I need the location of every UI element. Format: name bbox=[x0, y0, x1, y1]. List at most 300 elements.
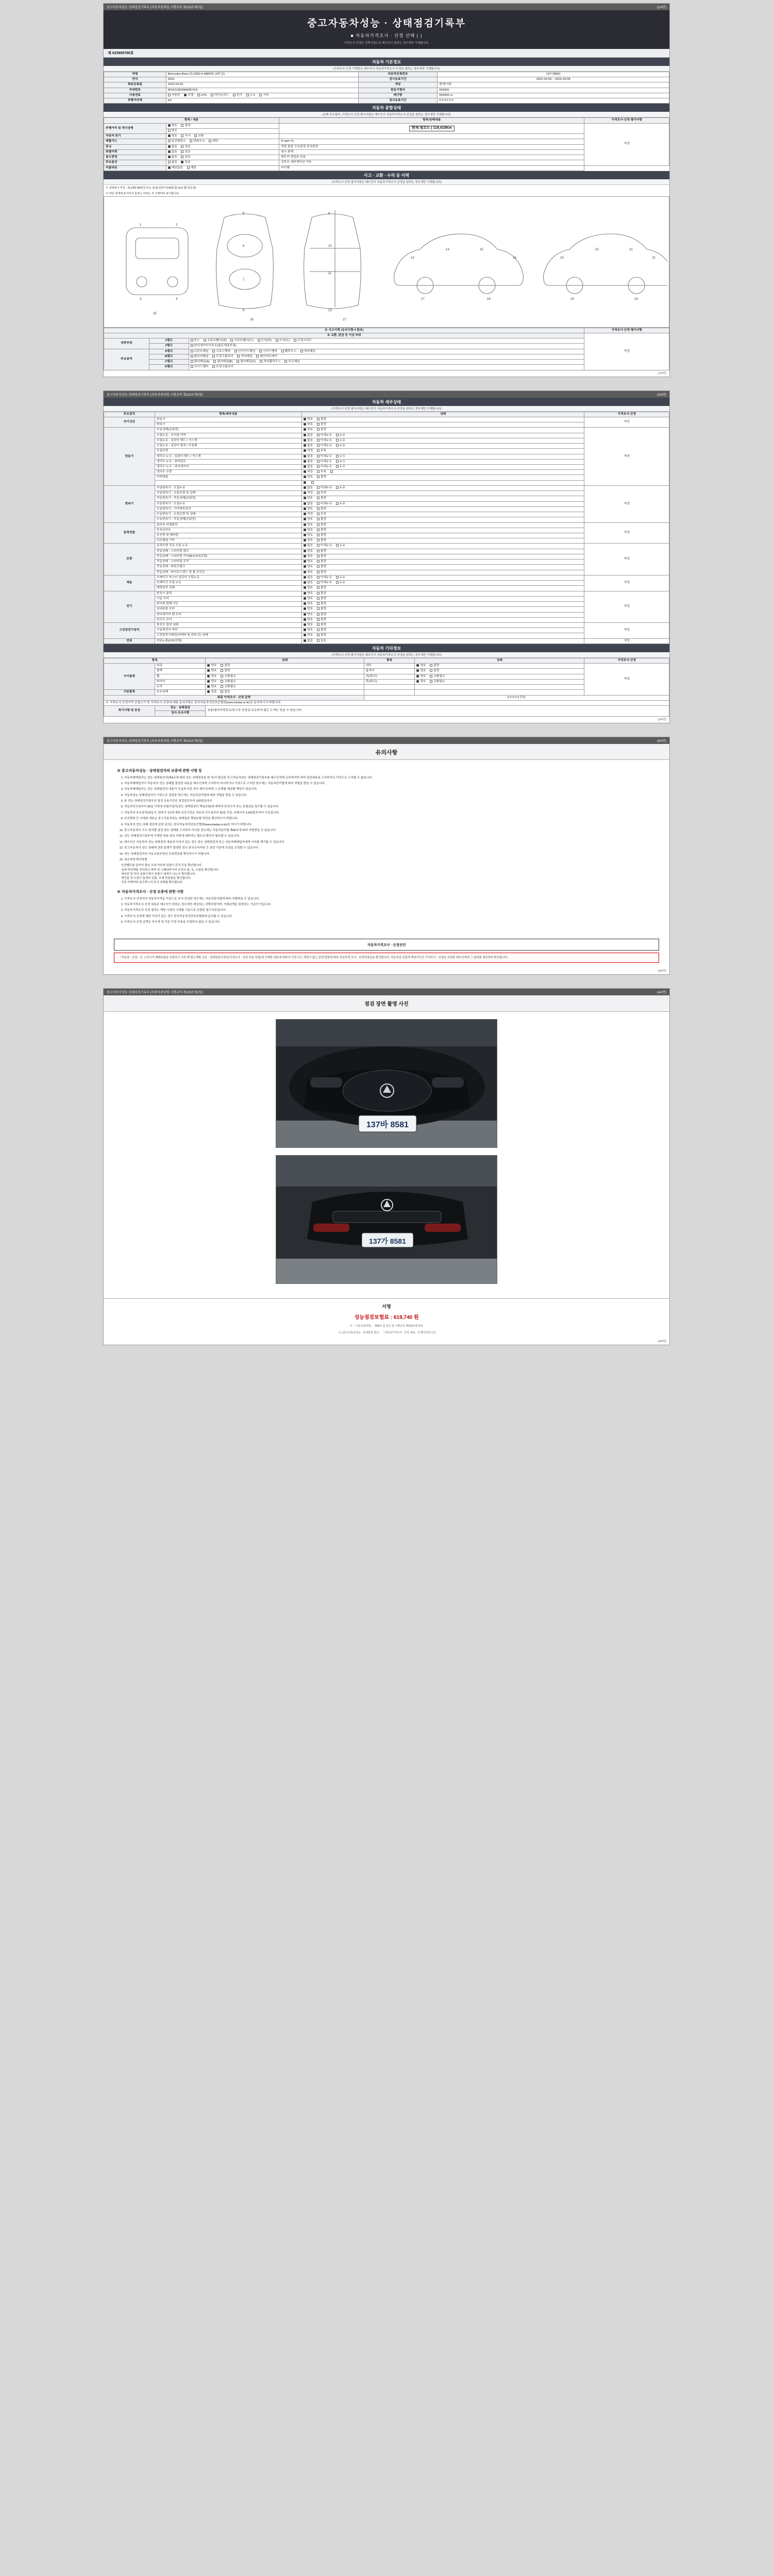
checkbox-checked-icon bbox=[304, 481, 306, 484]
price-note: ※ 가격조사·산정가격 산출근거 및 가격조사·산정에 대한 문의사항은 한국자동차진단보증협회(www.kadaa.or.kr)로 문의하시기 바랍니다. bbox=[104, 700, 669, 705]
accident-outer-label: 외판부위 bbox=[104, 338, 149, 349]
notice-sub-5: 각종 커넥터와 퓨즈박스의 부식 상태를 확인합니다. bbox=[121, 881, 183, 885]
notice-sub-4: 엔진룸 및 트렁크 틈새의 진흙, 모래 잔류물을 확인합니다. bbox=[121, 877, 191, 880]
detail-opts-6-5[interactable] bbox=[301, 617, 584, 622]
notice-body bbox=[104, 760, 669, 934]
accident-main-label: 주요골격 bbox=[104, 349, 149, 370]
checkbox-icon bbox=[281, 350, 284, 352]
detail-opts-8-0[interactable] bbox=[301, 638, 584, 643]
condition-detail-5: 렌트카 영업용 관용 bbox=[279, 155, 584, 160]
detail-item-3-3: 디프렌셜 기어 bbox=[155, 538, 301, 544]
checkbox-checked-icon bbox=[304, 444, 306, 447]
option-label: 불량 bbox=[320, 586, 326, 590]
detail-opts-1-0[interactable] bbox=[301, 428, 584, 433]
checkbox-icon bbox=[191, 344, 193, 347]
table-row bbox=[104, 165, 669, 171]
checkbox-icon bbox=[168, 94, 171, 96]
basic-label-year: 연식 bbox=[104, 77, 166, 82]
table-row bbox=[104, 77, 669, 82]
basic-value-displacement bbox=[438, 93, 669, 98]
detail-opts-2-6[interactable] bbox=[301, 517, 584, 522]
option-label: 있음 bbox=[184, 156, 191, 159]
fuel-option-lpg[interactable] bbox=[197, 94, 207, 97]
checkbox-checked-icon bbox=[304, 629, 306, 631]
option-label: 불량 bbox=[320, 528, 326, 532]
option-label: 불량 bbox=[320, 618, 326, 621]
detail-opts-5-1[interactable] bbox=[301, 581, 584, 586]
detail-opts-7-0[interactable] bbox=[301, 623, 584, 628]
sheet-2-topbar bbox=[104, 391, 669, 398]
fuel-option-label: 수소 bbox=[249, 93, 256, 97]
detail-opts-2-4[interactable] bbox=[301, 506, 584, 512]
option-label: 있음 bbox=[320, 639, 326, 642]
option-label: 불량 bbox=[320, 428, 326, 432]
option-label: 부식 bbox=[184, 134, 191, 138]
checkbox-checked-icon bbox=[304, 465, 306, 468]
condition-col-detail: 항목/상태내용 bbox=[279, 118, 584, 123]
detail-state-table bbox=[104, 412, 669, 644]
detail-item-5-1: 브레이크 오일 누유 bbox=[155, 581, 301, 586]
checkbox-icon bbox=[181, 145, 183, 148]
svg-text:3: 3 bbox=[140, 297, 142, 301]
basic-value-plate: 137나8581 bbox=[438, 72, 669, 77]
table-row bbox=[104, 98, 669, 104]
other-col-state2: 상태 bbox=[415, 658, 584, 663]
table-header-row bbox=[104, 658, 669, 663]
option-label: 부족 bbox=[320, 449, 326, 453]
condition-opts-2[interactable] bbox=[166, 139, 279, 144]
part-label: 도어(좌) bbox=[261, 339, 272, 343]
basic-label-plate: 자동차등록번호 bbox=[358, 72, 438, 77]
option-label: 미세누유 bbox=[320, 433, 332, 437]
front-photo bbox=[276, 1019, 497, 1148]
other-col-item2: 항목 bbox=[364, 658, 415, 663]
part-label: 리어휠하우스 bbox=[263, 360, 281, 364]
option-label: 누유 bbox=[339, 502, 345, 505]
checkbox-checked-icon bbox=[304, 639, 306, 642]
section-detail-title: 자동차 세부상태 bbox=[104, 398, 669, 406]
option-label: 탄화수소 bbox=[193, 140, 205, 143]
detail-item-1-8: 냉각수 수량 bbox=[155, 470, 301, 475]
sheet-4 bbox=[103, 988, 670, 1345]
checkbox-icon bbox=[168, 129, 171, 132]
list-item: 10. 중고자동차의 구조·장치별 점검 성능·상태를 고지하지 아니한 경우에는 자동차관리법 제80조에 따라 처벌받을 수 있습니다. bbox=[124, 828, 656, 833]
condition-opts-3[interactable] bbox=[166, 144, 279, 149]
detail-opts-2-0[interactable] bbox=[301, 485, 584, 490]
notice-sub-1: 안전벨트를 끝까지 풀어 오염 여부와 곰팡이 흔적 등을 확인합니다. bbox=[121, 864, 203, 868]
detail-item-1-9: 커먼레일 bbox=[155, 475, 301, 480]
detail-opts-3-1[interactable] bbox=[301, 528, 584, 533]
detail-opts-7-1[interactable] bbox=[301, 628, 584, 633]
checkbox-icon bbox=[317, 455, 320, 457]
accident-rank-C: C랭크 bbox=[149, 360, 189, 365]
checkbox-icon bbox=[430, 669, 432, 672]
option-label: 불량 bbox=[433, 669, 440, 673]
section-basic-title: 자동차 기본정보 bbox=[104, 58, 669, 66]
topbar-left-text: 중고자동차성능·상태점검기록부 (자동차관리법 시행규칙 제120조제1항) bbox=[107, 6, 203, 9]
price-unit: 만원 bbox=[519, 696, 526, 699]
other-info-table bbox=[104, 658, 669, 717]
checkbox-icon bbox=[168, 140, 171, 142]
checkbox-icon bbox=[317, 623, 320, 626]
checkbox-icon bbox=[317, 418, 320, 420]
option-label: 미세누유 bbox=[320, 438, 332, 442]
condition-opts-4[interactable] bbox=[166, 149, 279, 155]
option-label: 누수 bbox=[339, 465, 345, 468]
detail-opts-6-1[interactable] bbox=[301, 596, 584, 601]
option-label: 양호 bbox=[171, 129, 177, 132]
detail-item-5-0: 브레이크 마스터 실린더 오일누유 bbox=[155, 575, 301, 580]
detail-opts-4-4[interactable] bbox=[301, 565, 584, 570]
other-opts2-3[interactable] bbox=[415, 679, 584, 684]
svg-text:21: 21 bbox=[629, 248, 633, 251]
accident-main-items-C[interactable] bbox=[189, 360, 584, 365]
checkbox-icon bbox=[237, 360, 239, 363]
other-group-5: 기본품목 bbox=[104, 690, 155, 695]
option-label: 불량 bbox=[320, 570, 326, 574]
fuel-option-hybrid[interactable] bbox=[211, 94, 229, 97]
checkbox-icon bbox=[317, 544, 320, 547]
option-label: 교환필요 bbox=[224, 685, 236, 689]
detail-item-2-6: 수동변속기 - 작동상태(공회전) bbox=[155, 517, 301, 522]
svg-text:22: 22 bbox=[652, 256, 656, 260]
checkbox-checked-icon bbox=[304, 460, 306, 463]
detail-group-1: 원동기 bbox=[104, 428, 155, 486]
accident-main-items-D[interactable] bbox=[189, 365, 584, 370]
checkbox-checked-icon bbox=[304, 497, 306, 499]
detail-item-0-1: 변속기 bbox=[155, 422, 301, 428]
svg-text:10: 10 bbox=[328, 244, 332, 248]
condition-opts-6[interactable] bbox=[166, 160, 279, 165]
condition-opts-0b[interactable] bbox=[166, 128, 279, 133]
option-label: 양호 bbox=[307, 476, 313, 479]
checkbox-checked-icon bbox=[416, 675, 419, 677]
option-label: 양호 bbox=[307, 518, 313, 521]
other-opts2-2[interactable] bbox=[415, 674, 584, 679]
document-number-label: 제 bbox=[108, 52, 111, 55]
fuel-option-label: 하이브리드 bbox=[214, 93, 229, 97]
detail-opts-4-1[interactable] bbox=[301, 549, 584, 554]
option-label: 불량 bbox=[224, 664, 230, 668]
part-label: 패키지트레이 bbox=[260, 354, 278, 358]
checkbox-icon bbox=[191, 350, 193, 352]
condition-opts-7[interactable] bbox=[166, 165, 279, 171]
option-label: 불량 bbox=[320, 423, 326, 427]
car-diagram-svg bbox=[106, 197, 667, 326]
table-row bbox=[104, 417, 669, 422]
accident-detail-table bbox=[104, 328, 669, 370]
special-note-label: 특기사항 및 증상 bbox=[104, 706, 155, 716]
checkbox-icon bbox=[311, 481, 314, 484]
checkbox-icon bbox=[317, 560, 320, 563]
checkbox-icon bbox=[317, 460, 320, 463]
detail-opts-1-9[interactable] bbox=[301, 475, 584, 480]
sheet-4-topbar bbox=[104, 989, 669, 995]
detail-col-group: 주요장치 bbox=[104, 412, 155, 417]
svg-text:5: 5 bbox=[243, 212, 245, 215]
checkbox-icon bbox=[191, 365, 193, 368]
detail-opts-1-10[interactable] bbox=[301, 480, 584, 485]
detail-item-6-2: 와이퍼 함께 기능 bbox=[155, 602, 301, 607]
topbar-right-text: (3/4면) bbox=[657, 739, 666, 743]
checkbox-checked-icon bbox=[181, 161, 183, 163]
list-item: 15. 침수차량 확인방법 bbox=[124, 858, 656, 862]
detail-opts-1-6[interactable] bbox=[301, 459, 584, 464]
detail-opts-1-5[interactable] bbox=[301, 454, 584, 459]
option-label: 미세누유 bbox=[320, 486, 332, 489]
table-row bbox=[104, 72, 669, 77]
digit: 0 bbox=[446, 99, 449, 103]
detail-opts-1-3[interactable] bbox=[301, 444, 584, 449]
option-label: 누유 bbox=[339, 544, 345, 548]
checkbox-icon bbox=[191, 360, 193, 363]
svg-text:24: 24 bbox=[634, 297, 638, 301]
option-label: 양호 bbox=[307, 607, 313, 611]
checkbox-icon bbox=[317, 497, 320, 499]
checkbox-icon bbox=[221, 664, 223, 667]
detail-opts-1-8[interactable] bbox=[301, 470, 584, 475]
checkbox-icon bbox=[181, 150, 183, 153]
detail-opts-3-3[interactable] bbox=[301, 538, 584, 544]
checkbox-checked-icon bbox=[304, 565, 306, 568]
part-label: 사이드멤버 bbox=[194, 365, 209, 369]
checkbox-icon bbox=[317, 513, 320, 515]
other-opts-5[interactable] bbox=[206, 690, 364, 695]
checkbox-icon bbox=[317, 534, 320, 536]
accident-outer-items-2[interactable] bbox=[189, 344, 584, 349]
condition-label-4: 특별이력 bbox=[104, 149, 166, 155]
detail-item-2-1: 자동변속기 - 오일유량 및 상태 bbox=[155, 491, 301, 496]
checkbox-icon bbox=[234, 350, 237, 352]
detail-col-eval: 가격조사·산정 bbox=[584, 412, 669, 417]
condition-opts-5[interactable] bbox=[166, 155, 279, 160]
checkbox-icon bbox=[336, 465, 339, 468]
accident-rank-D: D랭크 bbox=[149, 365, 189, 370]
topbar-left-text: 중고자동차성능·상태점검기록부 (자동차관리법 시행규칙 제120조제1항) bbox=[107, 393, 203, 397]
checkbox-icon bbox=[168, 161, 171, 163]
option-label: 없음 bbox=[307, 502, 313, 505]
option-label: 불량 bbox=[184, 124, 191, 127]
detail-item-1-2: 오일누유 - 실린더 헤드 / 가스켓 bbox=[155, 438, 301, 443]
checkbox-checked-icon bbox=[304, 607, 306, 610]
accident-main-items-A[interactable] bbox=[189, 349, 584, 354]
fuel-option-gasoline[interactable] bbox=[168, 94, 180, 97]
option-label: 양호 bbox=[211, 674, 217, 678]
option-label: 양호 bbox=[171, 124, 177, 127]
option-label: 없음 bbox=[307, 544, 313, 548]
detail-opts-0-1[interactable] bbox=[301, 422, 584, 428]
option-label: 양호 bbox=[307, 634, 313, 637]
option-label: 매연 bbox=[212, 140, 219, 143]
signature-label: 서명 bbox=[104, 1298, 669, 1312]
detail-opts-3-2[interactable] bbox=[301, 533, 584, 538]
checkbox-checked-icon bbox=[168, 150, 171, 153]
detail-item-4-0: 동력조향 작동 오일 누유 bbox=[155, 544, 301, 549]
checkbox-icon bbox=[336, 576, 339, 579]
checkbox-icon bbox=[317, 592, 320, 595]
sheet-1-topbar bbox=[104, 4, 669, 10]
basic-value-firstreg: 2022-03-09 bbox=[166, 82, 358, 88]
other-opts-1[interactable] bbox=[206, 669, 364, 674]
option-label: 불량 bbox=[320, 534, 326, 537]
checkbox-icon bbox=[317, 439, 320, 442]
other-opts-2[interactable] bbox=[206, 674, 364, 679]
detail-opts-2-2[interactable] bbox=[301, 496, 584, 501]
condition-opts-0[interactable] bbox=[166, 123, 279, 128]
option-label: 불량 bbox=[320, 539, 326, 543]
checkbox-icon bbox=[187, 166, 190, 169]
detail-group-8: 연료 bbox=[104, 638, 155, 643]
other-opts-4[interactable] bbox=[206, 685, 364, 690]
other-item2-4 bbox=[364, 685, 415, 690]
other-opts2-1[interactable] bbox=[415, 669, 584, 674]
table-row bbox=[104, 333, 669, 338]
checkbox-icon bbox=[212, 365, 215, 368]
detail-opts-4-0[interactable] bbox=[301, 544, 584, 549]
notice-list-2 bbox=[117, 897, 656, 925]
detail-opts-0-0[interactable] bbox=[301, 417, 584, 422]
checkbox-checked-icon bbox=[304, 455, 306, 457]
option-label: 불량 bbox=[320, 634, 326, 637]
other-col-item: 항목 bbox=[104, 658, 206, 663]
detail-opts-6-3[interactable] bbox=[301, 607, 584, 612]
detail-col-item: 항목/세부내용 bbox=[155, 412, 301, 417]
fuel-option-diesel[interactable] bbox=[184, 94, 193, 97]
basic-value-inspection: 2022-03-09 ~ 2026-03-08 bbox=[438, 77, 669, 82]
svg-text:25: 25 bbox=[153, 312, 157, 315]
detail-opts-1-7[interactable] bbox=[301, 464, 584, 469]
detail-item-1-3: 오일누유 - 실린더 블록 / 오일팬 bbox=[155, 444, 301, 449]
notice-list-1 bbox=[117, 776, 656, 862]
other-opts-3[interactable] bbox=[206, 679, 364, 684]
condition-label-6: 주요옵션 bbox=[104, 160, 166, 165]
detail-opts-1-1[interactable] bbox=[301, 433, 584, 438]
car-diagram bbox=[104, 196, 669, 328]
part-label: 후드 bbox=[194, 339, 200, 343]
checkbox-checked-icon bbox=[304, 581, 306, 584]
checkbox-checked-icon bbox=[304, 439, 306, 442]
option-label: 교환필요 bbox=[433, 674, 445, 678]
option-label: 양호 bbox=[307, 423, 313, 427]
checkbox-icon bbox=[317, 629, 320, 631]
detail-opts-1-2[interactable] bbox=[301, 438, 584, 443]
checkbox-icon bbox=[330, 470, 333, 473]
detail-opts-6-4[interactable] bbox=[301, 612, 584, 617]
special-note-value: 보통/열차이력공유/중고차 특성상 보유하지 않은 도색은 있을 수 있습니다. bbox=[206, 706, 669, 716]
list-item: 4. 가격조사·산정에 대한 이의가 있는 경우 한국자동차진단보증협회에 문의할 수 있습니다. bbox=[124, 914, 656, 919]
checkbox-icon bbox=[194, 134, 197, 137]
detail-item-6-5: 윈도우 모터 bbox=[155, 617, 301, 622]
document-number-row bbox=[104, 49, 669, 58]
detail-opts-6-0[interactable] bbox=[301, 591, 584, 596]
option-label: 미세누수 bbox=[320, 465, 332, 468]
displacement-unit: cc bbox=[450, 93, 453, 97]
condition-label-7: 리콜대상 bbox=[104, 165, 166, 171]
digit: 0 bbox=[512, 696, 514, 699]
sheet-4-footer: (4/4면) bbox=[658, 1340, 666, 1343]
detail-opts-6-2[interactable] bbox=[301, 602, 584, 607]
detail-opts-1-4[interactable] bbox=[301, 449, 584, 454]
option-label: 양호 bbox=[307, 602, 313, 606]
footnote-line-1: ※ 「자동차관리법」 제58조 및 같은 법 시행규칙 제120조에 따라 bbox=[350, 1324, 423, 1328]
table-row bbox=[104, 123, 669, 128]
part-label: 라디에이터서포트(볼트체결부품) bbox=[194, 344, 237, 348]
option-label: 있음 bbox=[211, 690, 217, 694]
table-row bbox=[104, 93, 669, 98]
checkbox-icon bbox=[230, 339, 233, 342]
table-row bbox=[104, 706, 669, 711]
digit: 0 bbox=[517, 696, 519, 699]
option-label: 누수 bbox=[339, 454, 345, 458]
table-row bbox=[104, 428, 669, 433]
detail-opts-4-3[interactable] bbox=[301, 560, 584, 565]
header-subtitle: ■ 자동차가격조사 · 산정 선택 ( ) bbox=[350, 33, 423, 38]
detail-opts-4-2[interactable] bbox=[301, 554, 584, 559]
table-row bbox=[104, 328, 669, 333]
option-label: 양호 bbox=[420, 680, 426, 683]
checkbox-icon bbox=[259, 94, 262, 96]
detail-opts-7-2[interactable] bbox=[301, 633, 584, 638]
checkbox-checked-icon bbox=[416, 664, 419, 667]
detail-item-3-0: 클러치 어셈블리 bbox=[155, 522, 301, 528]
checkbox-icon bbox=[211, 94, 213, 96]
option-label: 없음 bbox=[307, 639, 313, 642]
option-label: 양호 bbox=[211, 669, 217, 673]
fuel-option-etc[interactable] bbox=[259, 94, 268, 97]
checkbox-checked-icon bbox=[416, 669, 419, 672]
svg-text:1: 1 bbox=[140, 223, 142, 227]
fuel-option-electric[interactable] bbox=[233, 94, 242, 97]
detail-opts-5-2[interactable] bbox=[301, 586, 584, 591]
other-eval: 적정 bbox=[584, 664, 669, 695]
detail-opts-3-0[interactable] bbox=[301, 522, 584, 528]
option-label: 불량 bbox=[320, 613, 326, 616]
detail-item-6-4: 라디에이터 팬 모터 bbox=[155, 612, 301, 617]
basic-value-power: 654920 bbox=[438, 88, 669, 93]
fuel-option-hydrogen[interactable] bbox=[246, 94, 256, 97]
checkbox-icon bbox=[317, 618, 320, 621]
displacement-value: 654000 bbox=[439, 93, 449, 97]
checkbox-icon bbox=[213, 360, 216, 363]
other-opts2-0[interactable] bbox=[415, 664, 584, 669]
checkbox-icon bbox=[190, 140, 192, 142]
other-opts-0[interactable] bbox=[206, 664, 364, 669]
detail-opts-5-0[interactable] bbox=[301, 575, 584, 580]
condition-opts-1[interactable] bbox=[166, 134, 279, 139]
svg-text:9: 9 bbox=[328, 212, 330, 215]
option-label: 누수 bbox=[339, 460, 345, 463]
accident-legend-2: ※ 하단 상태에 표기하지 못하는 부위는 각 기재하여 표기합니다. bbox=[106, 192, 180, 195]
svg-text:6: 6 bbox=[243, 244, 245, 248]
detail-opts-2-3[interactable] bbox=[301, 501, 584, 506]
detail-opts-4-5[interactable] bbox=[301, 570, 584, 575]
list-item: 13. 중고자동차의 성능·상태에 관한 분쟁이 발생한 경우 한국소비자원 등 관련 기관에 조정을 신청할 수 있습니다. bbox=[124, 846, 656, 850]
checkbox-icon bbox=[336, 502, 339, 505]
detail-opts-2-1[interactable] bbox=[301, 491, 584, 496]
condition-eval: 적정 bbox=[584, 123, 669, 165]
topbar-right-text: (4/4면) bbox=[657, 991, 666, 994]
accident-main-items-B[interactable] bbox=[189, 354, 584, 359]
other-col-eval: 가격조사·산정 bbox=[584, 658, 669, 663]
option-label: 불량 bbox=[320, 607, 326, 611]
checkbox-icon bbox=[259, 350, 262, 352]
detail-opts-2-5[interactable] bbox=[301, 512, 584, 517]
accident-outer-items-1[interactable] bbox=[189, 338, 584, 344]
sheet-3 bbox=[103, 737, 670, 975]
checkbox-icon bbox=[317, 597, 320, 600]
checkbox-checked-icon bbox=[304, 486, 306, 489]
option-label: 있음 bbox=[184, 145, 191, 148]
